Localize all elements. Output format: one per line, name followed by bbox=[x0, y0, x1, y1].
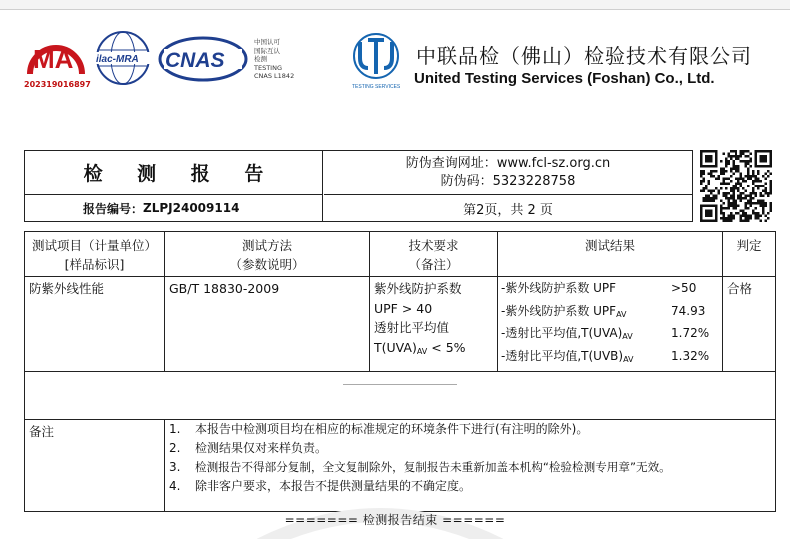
remarks-label: 备注 bbox=[25, 420, 165, 512]
remark-number: 1. bbox=[169, 422, 181, 436]
remark-item bbox=[165, 420, 775, 439]
cnas-accreditation-text: 中国认可 国际互认 检测 TESTING CNAS L1842 bbox=[254, 38, 295, 80]
result-subscript: AV bbox=[623, 354, 634, 364]
report-number-label: 报告编号： bbox=[83, 201, 144, 216]
remark-item bbox=[165, 439, 775, 458]
qr-code[interactable] bbox=[700, 150, 772, 222]
blank-row bbox=[25, 372, 776, 420]
ilac-mra-logo bbox=[92, 30, 154, 86]
cell-results bbox=[498, 277, 723, 372]
result-value: 74.93 bbox=[671, 303, 706, 318]
requirement-line: 透射比平均值 bbox=[374, 320, 450, 335]
cell-verdict: 合格 bbox=[723, 277, 776, 372]
remarks-row bbox=[25, 420, 776, 512]
result-line bbox=[501, 324, 718, 347]
remark-text: 本报告中检测项目均在相应的标准规定的环境条件下进行(有注明的除外)。 bbox=[195, 422, 589, 436]
requirement-symbol: T(UVA) bbox=[374, 339, 417, 355]
result-value: 1.72% bbox=[671, 326, 710, 340]
verification-code: 防伪码：5323228758 bbox=[440, 174, 576, 189]
svg-text:TESTING SERVICES: TESTING SERVICES bbox=[352, 84, 401, 90]
report-title: 检 测 报 告 bbox=[25, 151, 323, 195]
result-label: -紫外线防护系数 UPF bbox=[501, 281, 617, 295]
svg-text:CNAS: CNAS bbox=[165, 49, 225, 72]
remark-text: 检测报告不得部分复制，全文复制除外，复制报告未重新加盖本机构“检验检测专用章”无效。 bbox=[195, 460, 671, 474]
company-name-en: United Testing Services (Foshan) Co., Ltd. bbox=[414, 70, 715, 87]
cell-requirement bbox=[370, 277, 498, 372]
uts-logo bbox=[350, 30, 402, 90]
result-label: -透射比平均值,T(UVB) bbox=[501, 348, 624, 363]
report-end-marker: ======= 检测报告结束 ====== bbox=[284, 513, 506, 527]
certification-logos bbox=[24, 30, 294, 94]
svg-text:MA: MA bbox=[33, 44, 74, 74]
result-subscript: AV bbox=[622, 332, 633, 341]
result-line bbox=[501, 279, 718, 302]
header-requirement bbox=[370, 232, 498, 277]
report-number bbox=[25, 195, 323, 221]
header-method bbox=[165, 232, 370, 277]
results-table bbox=[24, 231, 776, 512]
page-info: 第2页，共 2 页 bbox=[463, 202, 553, 218]
cell-item: 防紫外线性能 bbox=[25, 277, 165, 372]
verification-url: 防伪查询网址：www.fcl-sz.org.cn bbox=[405, 156, 611, 171]
requirement-line: UPF > 40 bbox=[374, 300, 433, 316]
header-requirement-line1: 技术要求 bbox=[408, 238, 459, 253]
header-item-line2: [样品标识] bbox=[64, 257, 125, 272]
header-item-line1: 测试项目（计量单位） bbox=[31, 238, 157, 253]
header-verdict: 判定 bbox=[723, 232, 776, 277]
result-label: -紫外线防护系数 UPF bbox=[501, 303, 617, 318]
remarks-content bbox=[165, 420, 776, 512]
header-requirement-line2: （备注） bbox=[408, 257, 459, 272]
header-method-line2: （参数说明） bbox=[229, 257, 305, 272]
separator-dash bbox=[343, 384, 457, 385]
remark-text: 除非客户要求，本报告不提供测量结果的不确定度。 bbox=[195, 479, 472, 493]
table-row bbox=[25, 277, 776, 372]
verification-info bbox=[324, 151, 692, 195]
svg-text:ilac-MRA: ilac-MRA bbox=[96, 54, 139, 65]
requirement-subscript: AV bbox=[416, 346, 428, 356]
remark-number: 3. bbox=[169, 460, 181, 474]
report-header bbox=[24, 150, 693, 222]
result-value: >50 bbox=[671, 281, 697, 295]
requirement-limit: < 5% bbox=[427, 339, 466, 355]
report-number-value: ZLPJ24009114 bbox=[143, 201, 240, 215]
remark-text: 检测结果仅对来样负责。 bbox=[195, 441, 328, 455]
remark-item bbox=[165, 477, 775, 496]
header-result: 测试结果 bbox=[498, 232, 723, 277]
cnas-logo bbox=[158, 34, 248, 84]
header-method-line1: 测试方法 bbox=[241, 238, 292, 253]
result-line bbox=[501, 302, 718, 325]
remark-item bbox=[165, 458, 775, 477]
remark-number: 2. bbox=[169, 441, 181, 455]
header-item bbox=[25, 232, 165, 277]
result-value: 1.32% bbox=[671, 348, 710, 363]
result-label: -透射比平均值,T(UVA) bbox=[501, 326, 623, 340]
result-line bbox=[501, 347, 718, 370]
cma-code: 202319016897 bbox=[24, 80, 91, 89]
blank-cell bbox=[25, 372, 776, 420]
result-subscript: AV bbox=[616, 309, 627, 319]
cell-method: GB/T 18830-2009 bbox=[165, 277, 370, 372]
top-border bbox=[0, 0, 790, 10]
requirement-line: 紫外线防护系数 bbox=[374, 281, 462, 296]
company-name-cn: 中联品检（佛山）检验技术有限公司 bbox=[416, 44, 752, 68]
table-header-row bbox=[25, 232, 776, 277]
requirement-line bbox=[374, 338, 493, 362]
remark-number: 4. bbox=[169, 479, 181, 493]
